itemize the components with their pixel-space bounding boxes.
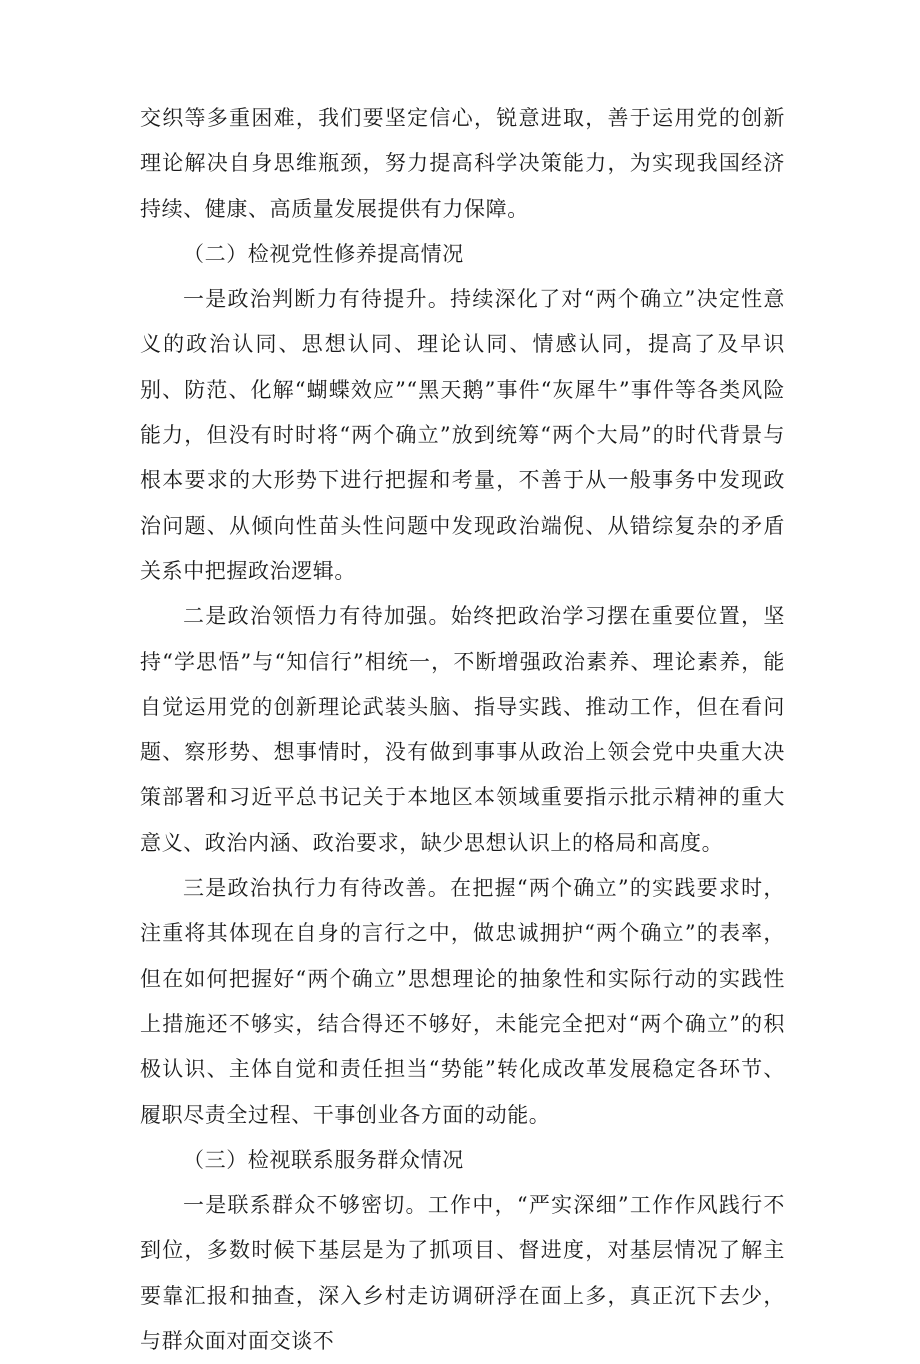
document-body bbox=[140, 96, 785, 1364]
paragraph-political-comprehension: 二是政治领悟力有待加强。始终把政治学习摆在重要位置，坚持“学思悟”与“知信行”相统一，不断增强政治素养、理论素养，能自觉运用党的创新理论武装头脑、指导实践、推动工作，但在看问题、察形势、想事情时，没有做到事事从政治上领会党中央重大决策部署和习近平总书记关于本地区本领域重要指示批示精神的重大意义、政治内涵、政治要求，缺少思想认识上的格局和高度。 bbox=[140, 604, 785, 855]
section-heading-three: （三）检视联系服务群众情况 bbox=[183, 1147, 464, 1172]
section-heading-two: （二）检视党性修养提高情况 bbox=[183, 241, 464, 266]
paragraph-political-judgment: 一是政治判断力有待提升。持续深化了对“两个确立”决定性意义的政治认同、思想认同、理论认同、情感认同，提高了及早识别、防范、化解“蝴蝶效应”“黑天鹅”事件“灰犀牛”事件等各类风险能力，但没有时时将“两个确立”放到统筹“两个大局”的时代背景与根本要求的大形势下进行把握和考量，不善于从一般事务中发现政治问题、从倾向性苗头性问题中发现政治端倪、从错综复杂的矛盾关系中把握政治逻辑。 bbox=[140, 287, 785, 583]
paragraph-continuation: 交织等多重困难，我们要坚定信心，锐意进取，善于运用党的创新理论解决自身思维瓶颈，努力提高科学决策能力，为实现我国经济持续、健康、高质量发展提供有力保障。 bbox=[140, 106, 785, 221]
paragraph-contact-masses: 一是联系群众不够密切。工作中，“严实深细”工作作风践行不到位，多数时候下基层是为了抓项目、督进度，对基层情况了解主要靠汇报和抽查，深入乡村走访调研浮在面上多，真正沉下去少，与群众面对面交谈不 bbox=[140, 1193, 785, 1354]
paragraph-political-execution: 三是政治执行力有待改善。在把握“两个确立”的实践要求时，注重将其体现在自身的言行之中，做忠诚拥护“两个确立”的表率，但在如何把握好“两个确立”思想理论的抽象性和实际行动的实践性上措施还不够实，结合得还不够好，未能完全把对“两个确立”的积极认识、主体自觉和责任担当“势能”转化成改革发展稳定各环节、履职尽责全过程、干事创业各方面的动能。 bbox=[140, 876, 785, 1127]
